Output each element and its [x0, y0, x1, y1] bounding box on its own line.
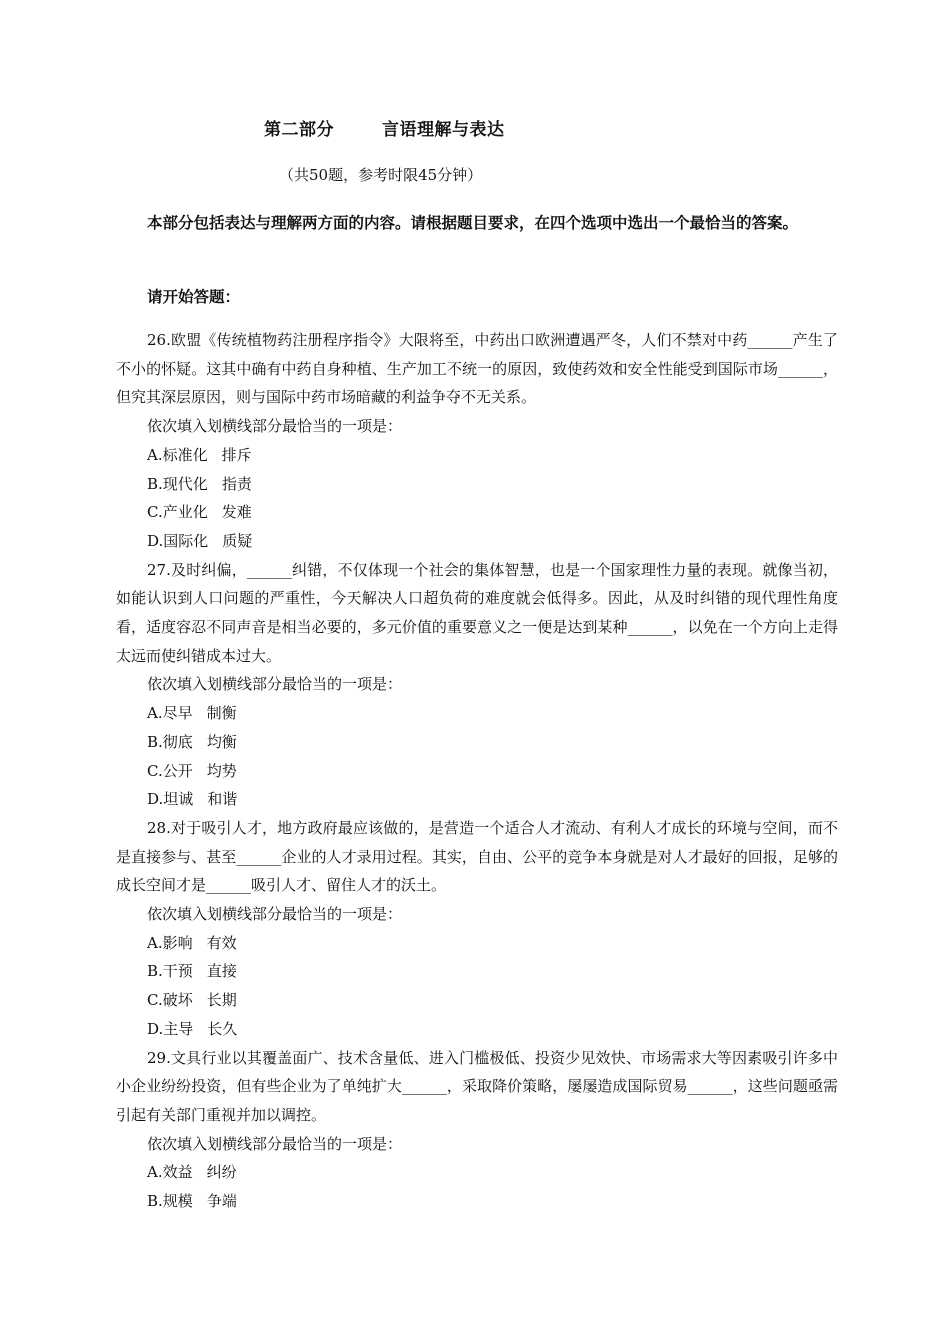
question-26 [116, 326, 838, 556]
section-part-label: 第二部分 [264, 120, 334, 140]
option-b [116, 470, 838, 499]
section-name: 言语理解与表达 [382, 120, 505, 140]
option-letter: C. [147, 991, 163, 1010]
option-word-1: 主导 [163, 1019, 194, 1038]
option-a [116, 929, 838, 958]
option-word-1: 产业化 [162, 503, 208, 522]
question-stem: 27.及时纠偏，______纠错，不仅体现一个社会的集体智慧，也是一个国家理性力量的表现。就像当初，如能认识到人口问题的严重性，今天解决人口超负荷的难度就会低得多。因此，从及时纠错的现代理性角度看，适度容忍不同声音是相当必要的，多元价值的重要意义之一便是达到某种______，以免在一个方向上走得太远而使纠错成本过大。 [116, 560, 838, 665]
option-c [116, 986, 838, 1015]
option-word-2: 纠纷 [206, 1163, 237, 1182]
option-word-1: 尽早 [162, 704, 193, 723]
question-stem: 29.文具行业以其覆盖面广、技术含量低、进入门槛极低、投资少见效快、市场需求大等因素吸引许多中小企业纷纷投资，但有些企业为了单纯扩大______，采取降价策略，屡屡造成国际贸易______，这些问题亟需引起有关部门重视并加以调控。 [116, 1048, 838, 1124]
option-word-1: 影响 [162, 933, 193, 952]
question-29 [116, 1044, 838, 1216]
option-b [116, 728, 838, 757]
option-letter: D. [147, 531, 164, 550]
option-word-2: 长久 [207, 1019, 238, 1038]
question-28 [116, 814, 838, 1044]
option-b [116, 1187, 838, 1216]
option-a [116, 1158, 838, 1187]
option-letter: A. [147, 445, 163, 464]
option-word-1: 效益 [162, 1163, 193, 1182]
option-word-2: 争端 [206, 1192, 237, 1211]
section-instructions: 本部分包括表达与理解两方面的内容。请根据题目要求，在四个选项中选出一个最恰当的答案。 [147, 214, 799, 232]
option-word-1: 干预 [162, 962, 193, 981]
option-word-1: 破坏 [162, 991, 193, 1010]
option-b [116, 957, 838, 986]
option-word-2: 和谐 [207, 790, 238, 809]
option-letter: B. [147, 732, 163, 751]
option-word-1: 彻底 [162, 732, 193, 751]
option-letter: A. [147, 704, 163, 723]
option-letter: D. [147, 790, 164, 809]
question-prompt: 依次填入划横线部分最恰当的一项是： [147, 675, 403, 694]
question-stem: 26.欧盟《传统植物药注册程序指令》大限将至，中药出口欧洲遭遇严冬，人们不禁对中药______产生了不小的怀疑。这其中确有中药自身种植、生产加工不统一的原因，致使药效和安全性能受到国际市场______，但究其深层原因，则与国际中药市场暗藏的利益争夺不无关系。 [116, 331, 838, 407]
option-letter: B. [147, 474, 163, 493]
option-word-2: 排斥 [221, 445, 252, 464]
option-word-1: 国际化 [163, 531, 209, 550]
question-prompt: 依次填入划横线部分最恰当的一项是： [147, 905, 403, 924]
question-stem: 28.对于吸引人才，地方政府最应该做的，是营造一个适合人才流动、有利人才成长的环境与空间，而不是直接参与、甚至______企业的人才录用过程。其实，自由、公平的竞争本身就是对人才最好的回报，足够的成长空间才是______吸引人才、留住人才的沃土。 [116, 818, 838, 895]
option-d [116, 527, 838, 556]
option-letter: D. [147, 1019, 164, 1038]
option-word-1: 坦诚 [163, 790, 194, 809]
option-letter: C. [147, 761, 163, 780]
option-letter: B. [147, 962, 163, 981]
option-c [116, 757, 838, 786]
option-word-2: 直接 [206, 962, 237, 981]
option-word-1: 公开 [162, 761, 193, 780]
option-letter: A. [147, 933, 163, 952]
option-word-2: 指责 [221, 474, 252, 493]
option-letter: B. [147, 1192, 163, 1211]
option-word-2: 均势 [206, 761, 237, 780]
option-word-2: 发难 [221, 503, 252, 522]
section-subtitle: （共50题，参考时限45分钟） [279, 166, 483, 184]
question-prompt: 依次填入划横线部分最恰当的一项是： [147, 417, 403, 436]
option-word-2: 均衡 [206, 732, 237, 751]
option-word-2: 制衡 [206, 704, 237, 723]
option-word-1: 现代化 [162, 474, 208, 493]
question-prompt: 依次填入划横线部分最恰当的一项是： [147, 1134, 403, 1153]
option-a [116, 441, 838, 470]
start-prompt: 请开始答题： [147, 288, 241, 306]
option-word-2: 长期 [206, 991, 237, 1010]
option-a [116, 699, 838, 728]
option-d [116, 1015, 838, 1044]
option-word-1: 标准化 [162, 445, 208, 464]
section-title [264, 115, 505, 140]
option-c [116, 498, 838, 527]
option-d [116, 785, 838, 814]
question-27 [116, 556, 838, 814]
option-word-1: 规模 [162, 1192, 193, 1211]
option-word-2: 质疑 [222, 531, 253, 550]
option-letter: A. [147, 1163, 163, 1182]
question-list [116, 326, 838, 1216]
option-word-2: 有效 [206, 933, 237, 952]
option-letter: C. [147, 503, 163, 522]
